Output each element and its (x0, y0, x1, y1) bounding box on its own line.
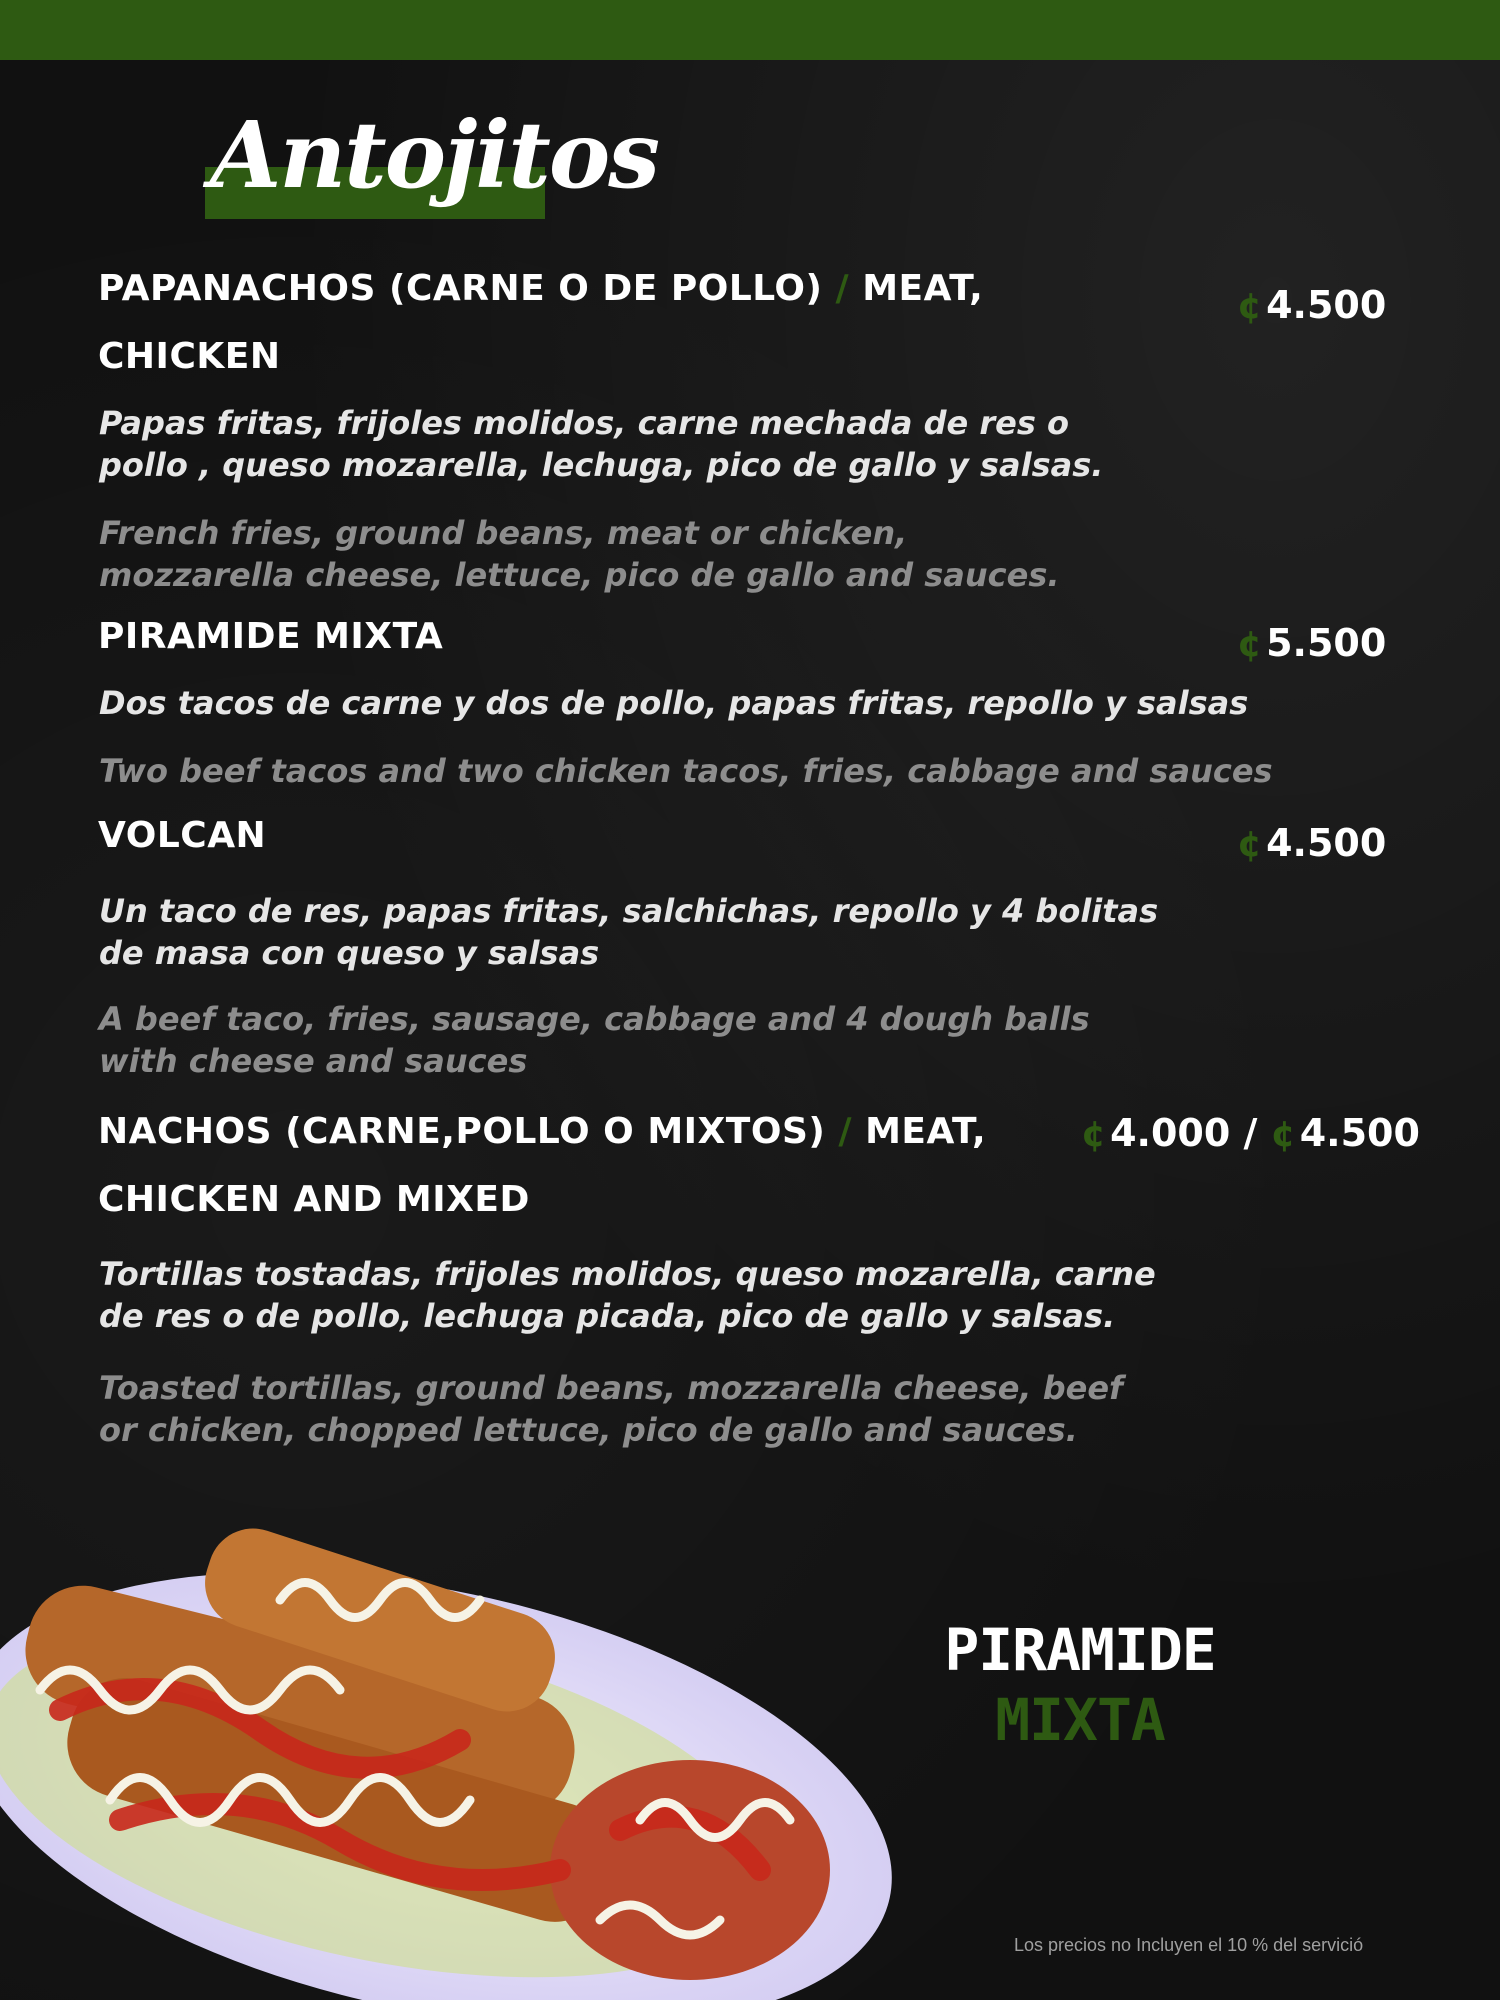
menu-item-description-es: Dos tacos de carne y dos de pollo, papas fritas, repollo y salsas (99, 684, 1249, 722)
menu-item-price: ¢ 4.500 (1237, 821, 1387, 865)
menu-item-price: ¢ 4.000 / ¢ 4.500 (1081, 1111, 1420, 1155)
caption-line-2: MIXTA (995, 1686, 1165, 1754)
menu-item-name: VOLCAN (98, 815, 267, 856)
caption-line-1: PIRAMIDE (944, 1616, 1216, 1684)
menu-item-price: ¢ 5.500 (1237, 621, 1387, 665)
menu-item-name: NACHOS (CARNE,POLLO O MIXTOS) / MEAT, CHICKEN AND MIXED (98, 1111, 987, 1220)
menu-item-description-es: Un taco de res, papas fritas, salchichas, repollo y 4 bolitas de masa con queso y salsas (99, 892, 1159, 972)
piramide-mixta-photo (0, 1490, 900, 2000)
menu-item-description-en: A beef taco, fries, sausage, cabbage and 4 dough balls with cheese and sauces (99, 1000, 1090, 1080)
photo-caption (900, 1615, 1260, 1755)
menu-item-description-en: Toasted tortillas, ground beans, mozzarella cheese, beef or chicken, chopped lettuce, pico de gallo and sauces. (99, 1369, 1123, 1449)
top-accent-bar (0, 0, 1500, 60)
section-heading (205, 95, 659, 225)
menu-item-name: PAPANACHOS (CARNE O DE POLLO) / MEAT, CHICKEN (98, 268, 984, 377)
menu-item-description-es: Papas fritas, frijoles molidos, carne mechada de res o pollo , queso mozarella, lechuga, pico de gallo y salsas. (99, 404, 1104, 484)
menu-item-description-es: Tortillas tostadas, frijoles molidos, queso mozarella, carne de res o de pollo, lechuga picada, pico de gallo y salsas. (99, 1255, 1156, 1335)
menu-item-description-en: French fries, ground beans, meat or chicken, mozzarella cheese, lettuce, pico de gallo and sauces. (99, 514, 1060, 594)
menu-item-name: PIRAMIDE MIXTA (98, 616, 444, 657)
menu-item-description-en: Two beef tacos and two chicken tacos, fries, cabbage and sauces (99, 752, 1273, 790)
price-footnote: Los precios no Incluyen el 10 % del servició (1014, 1935, 1364, 1955)
menu-item-price: ¢ 4.500 (1237, 283, 1387, 327)
section-title: Antojitos (210, 101, 659, 209)
